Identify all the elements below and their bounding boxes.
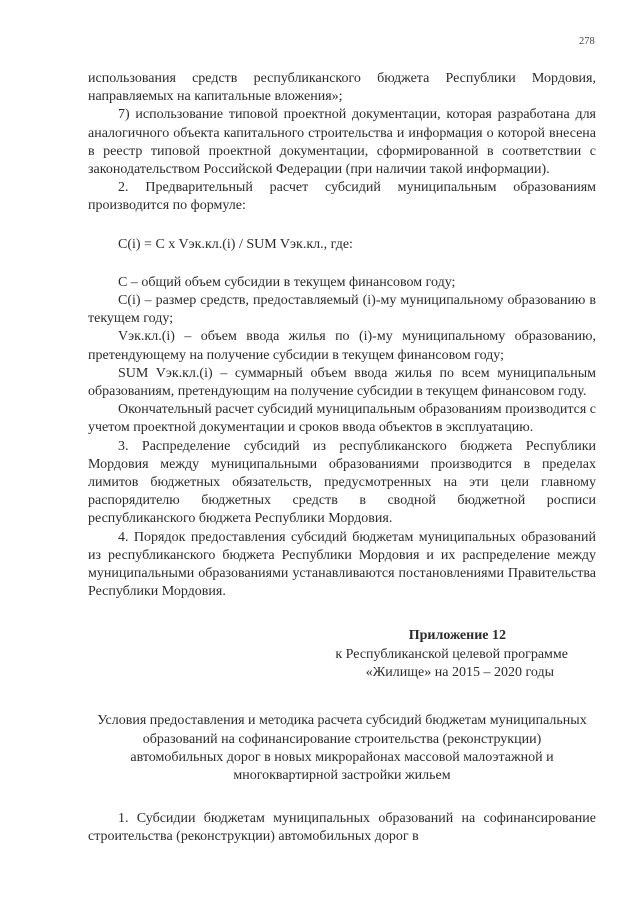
appendix-title: Приложение 12 [408,628,506,644]
definition-c: C – общий объем субсидии в текущем финансовом году; [118,274,456,290]
paragraph-4-order: 4. Порядок предоставления субсидий бюджетам муниципальных образований из республиканского бюджета Республики Мордовия и их распределение между муниципальными образованиями устанавливаются постановлениями Правительства Республики Мордовия. [88,529,596,600]
paragraph-3: 2. Предварительный расчет субсидий муниципальным образованиям производится по формуле: [88,180,596,214]
paragraph-final-calc: Окончательный расчет субсидий муниципальным образованиям производится с учетом проектной документации и сроков ввода объектов в эксплуатацию. [88,402,596,436]
paragraph-1: использования средств республиканского бюджета Республики Мордовия, направляемых на капитальные вложения»; [88,71,596,105]
section-title: Условия предоставления и методика расчета субсидий бюджетам муниципальных образований на софинансирование строительства (реконструкции) автомобильных дорог в новых микрорайонах массовой малоэтажной и многоквартирной застройки жильем [97,713,587,784]
document-body [88,70,596,846]
definition-ci: C(i) – размер средств, предоставляемый (i)-му муниципальному образованию в текущем году; [88,293,596,327]
definition-sum: SUM Vэк.кл.(i) – суммарный объем ввода жилья по всем муниципальным образованиям, претендующим на получение субсидии в текущем финансовом году. [88,365,596,400]
page-number: 278 [579,36,595,47]
appendix-line-1: к Республиканской целевой программе [335,646,568,662]
appendix-line-2: «Жилище» на 2015 – 2020 годы [365,664,554,680]
paragraph-2: 7) использование типовой проектной документации, которая разработана для аналогичного объекта капитального строительства и информация о которой внесена в реестр типовой проектной документации, сформированной в соответствии с законодательством Российской Федерации (при наличии такой информации). [88,107,596,178]
paragraph-3-distribution: 3. Распределение субсидий из республиканского бюджета Республики Мордовия между муниципальными образованиями производится в пределах лимитов бюджетных обязательств, предусмотренных на эти цели главному распорядителю бюджетных средств в сводной бюджетной росписи республиканского бюджета Республики Мордовия. [88,438,596,527]
item-1: 1. Субсидии бюджетам муниципальных образований на софинансирование строительства (реконструкции) автомобильных дорог в [88,810,596,844]
definition-v: Vэк.кл.(i) – объем ввода жилья по (i)-му муниципальному образованию, претендующему на получение субсидии в текущем финансовом году; [88,329,596,363]
appendix-header [88,627,596,682]
formula: C(i) = C x Vэк.кл.(i) / SUM Vэк.кл., где: [118,236,353,252]
